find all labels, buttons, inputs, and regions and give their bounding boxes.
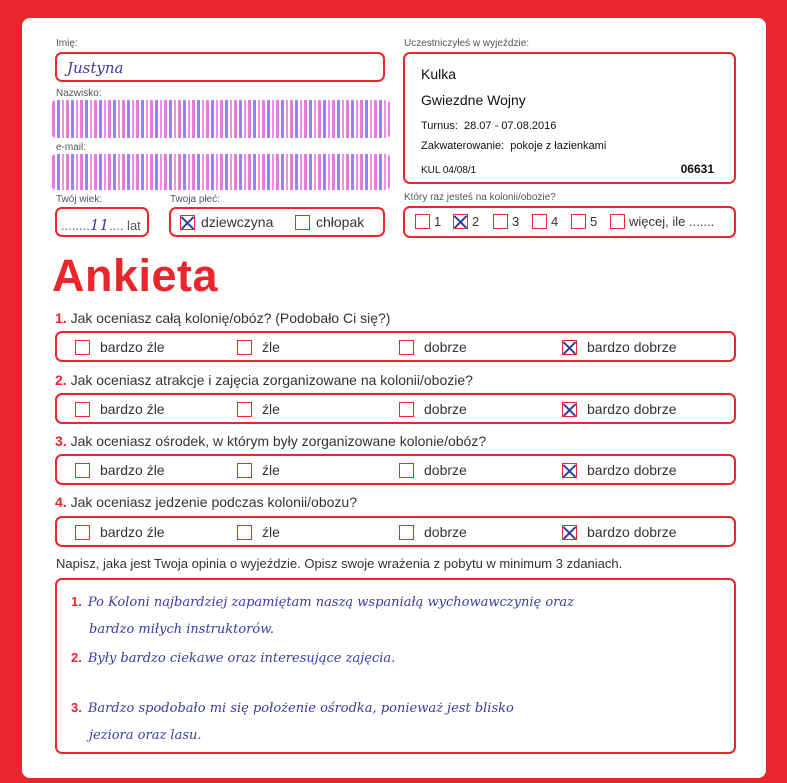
q1-option-bardzo-zle: bardzo źle [100,339,165,355]
opinion-line-1-text: Po Koloni najbardziej zapamiętam naszą wspaniałą wychowawczynię oraz [87,595,574,610]
q2-checkbox-dobrze[interactable] [399,402,414,417]
opinion-line-3-num: 2. [71,650,82,665]
turnus-label: Turnus: [421,120,458,132]
times-checkbox-more[interactable] [610,214,625,229]
question-3 [55,433,486,449]
question-3-text: Jak oceniasz ośrodek, w którym były zorganizowane kolonie/obóz? [70,433,487,449]
plec-checkbox-chlopak[interactable] [295,215,310,230]
q4-option-dobrze: dobrze [424,524,467,540]
times-option-5: 5 [590,214,598,229]
q4-checkbox-bardzo-dobrze[interactable] [562,525,577,540]
q4-option-bardzo-zle: bardzo źle [100,524,165,540]
trip-program: Gwiezdne Wojny [421,92,526,108]
opinion-line-1 [71,594,574,610]
answer-row-2 [55,393,736,424]
trip-name: Kulka [421,66,457,82]
times-option-more: więcej, ile ....... [629,214,715,229]
q2-option-bardzo-dobrze: bardzo dobrze [587,401,677,417]
question-2-text: Jak oceniasz atrakcje i zajęcia zorganizowane na kolonii/obozie? [70,372,473,388]
q3-checkbox-dobrze[interactable] [399,463,414,478]
imie-value: Justyna [67,59,124,77]
opinion-line-3 [71,650,395,666]
times-option-1: 1 [434,214,442,229]
plec-option-chlopak: chłopak [316,214,365,230]
q2-option-zle: źle [262,401,280,417]
q4-option-bardzo-dobrze: bardzo dobrze [587,524,677,540]
q1-option-dobrze: dobrze [424,339,467,355]
form-title: Ankieta [52,250,219,301]
wiek-suffix: .... lat [109,218,141,233]
times-field [403,206,736,238]
turnus-value: 28.07 - 07.08.2016 [464,120,557,132]
q1-checkbox-dobrze[interactable] [399,340,414,355]
q2-option-bardzo-zle: bardzo źle [100,401,165,417]
times-checkbox-2[interactable] [453,214,468,229]
question-4-num: 4. [55,494,67,510]
times-option-2: 2 [472,214,480,229]
answer-row-1 [55,331,736,362]
wiek-value: 11 [89,216,109,234]
q4-checkbox-bardzo-zle[interactable] [75,525,90,540]
nazwisko-label: Nazwisko: [56,88,102,99]
plec-label: Twoja płeć: [170,194,221,205]
opinion-line-5 [89,728,202,743]
q2-checkbox-bardzo-dobrze[interactable] [562,402,577,417]
times-checkbox-3[interactable] [493,214,508,229]
zakwaterowanie-label: Zakwaterowanie: [421,140,505,152]
opinion-line-4-text: Bardzo spodobało mi się położenie ośrodka, ponieważ jest blisko [87,701,514,716]
times-option-4: 4 [551,214,559,229]
question-1 [55,310,390,326]
q3-option-bardzo-zle: bardzo źle [100,462,165,478]
question-3-num: 3. [55,433,67,449]
trip-label: Uczestniczyłeś w wyjeździe: [404,38,530,49]
question-4 [55,494,357,510]
trip-number: 06631 [680,162,714,176]
q1-checkbox-zle[interactable] [237,340,252,355]
trip-info-box [403,52,736,184]
q3-checkbox-bardzo-dobrze[interactable] [562,463,577,478]
q2-option-dobrze: dobrze [424,401,467,417]
wiek-label: Twój wiek: [56,194,103,205]
nazwisko-redacted [52,100,390,138]
opinion-line-1-num: 1. [71,594,82,609]
opinion-line-2 [89,622,274,637]
plec-checkbox-dziewczyna[interactable] [180,215,195,230]
times-checkbox-4[interactable] [532,214,547,229]
q2-checkbox-zle[interactable] [237,402,252,417]
opinion-prompt: Napisz, jaka jest Twoja opinia o wyjeździe. Opisz swoje wrażenia z pobytu w minimum 3 zdaniach. [56,556,623,571]
plec-option-dziewczyna: dziewczyna [201,214,274,230]
q3-option-dobrze: dobrze [424,462,467,478]
zakwaterowanie-value: pokoje z łazienkami [510,140,607,152]
q1-checkbox-bardzo-dobrze[interactable] [562,340,577,355]
q4-option-zle: źle [262,524,280,540]
opinion-line-5-text: jeziora oraz lasu. [89,728,202,743]
plec-field [169,207,385,237]
q3-option-zle: źle [262,462,280,478]
email-redacted [52,154,390,190]
times-checkbox-1[interactable] [415,214,430,229]
question-1-num: 1. [55,310,67,326]
opinion-textarea[interactable] [55,578,736,754]
question-4-text: Jak oceniasz jedzenie podczas kolonii/obozu? [70,494,357,510]
opinion-line-4-num: 3. [71,700,82,715]
q3-checkbox-bardzo-zle[interactable] [75,463,90,478]
q1-option-zle: źle [262,339,280,355]
opinion-line-3-text: Były bardzo ciekawe oraz interesujące zajęcia. [87,651,396,666]
answer-row-4 [55,516,736,547]
question-1-text: Jak oceniasz całą kolonię/obóz? (Podobało Ci się?) [70,310,391,326]
form-sheet [22,18,766,778]
answer-row-3 [55,454,736,485]
times-checkbox-5[interactable] [571,214,586,229]
q1-option-bardzo-dobrze: bardzo dobrze [587,339,677,355]
q2-checkbox-bardzo-zle[interactable] [75,402,90,417]
question-2-num: 2. [55,372,67,388]
wiek-field[interactable] [55,207,149,237]
question-2 [55,372,473,388]
opinion-line-4 [71,700,514,716]
q4-checkbox-dobrze[interactable] [399,525,414,540]
wiek-prefix: ........ [61,218,90,233]
opinion-line-2-text: bardzo miłych instruktorów. [89,622,274,637]
times-label: Który raz jesteś na kolonii/obozie? [404,192,556,203]
imie-field[interactable] [55,52,385,82]
q1-checkbox-bardzo-zle[interactable] [75,340,90,355]
q4-checkbox-zle[interactable] [237,525,252,540]
imie-label: Imię: [56,38,78,49]
q3-checkbox-zle[interactable] [237,463,252,478]
trip-code: KUL 04/08/1 [421,165,477,176]
times-option-3: 3 [512,214,520,229]
email-label: e-mail: [56,142,87,153]
q3-option-bardzo-dobrze: bardzo dobrze [587,462,677,478]
